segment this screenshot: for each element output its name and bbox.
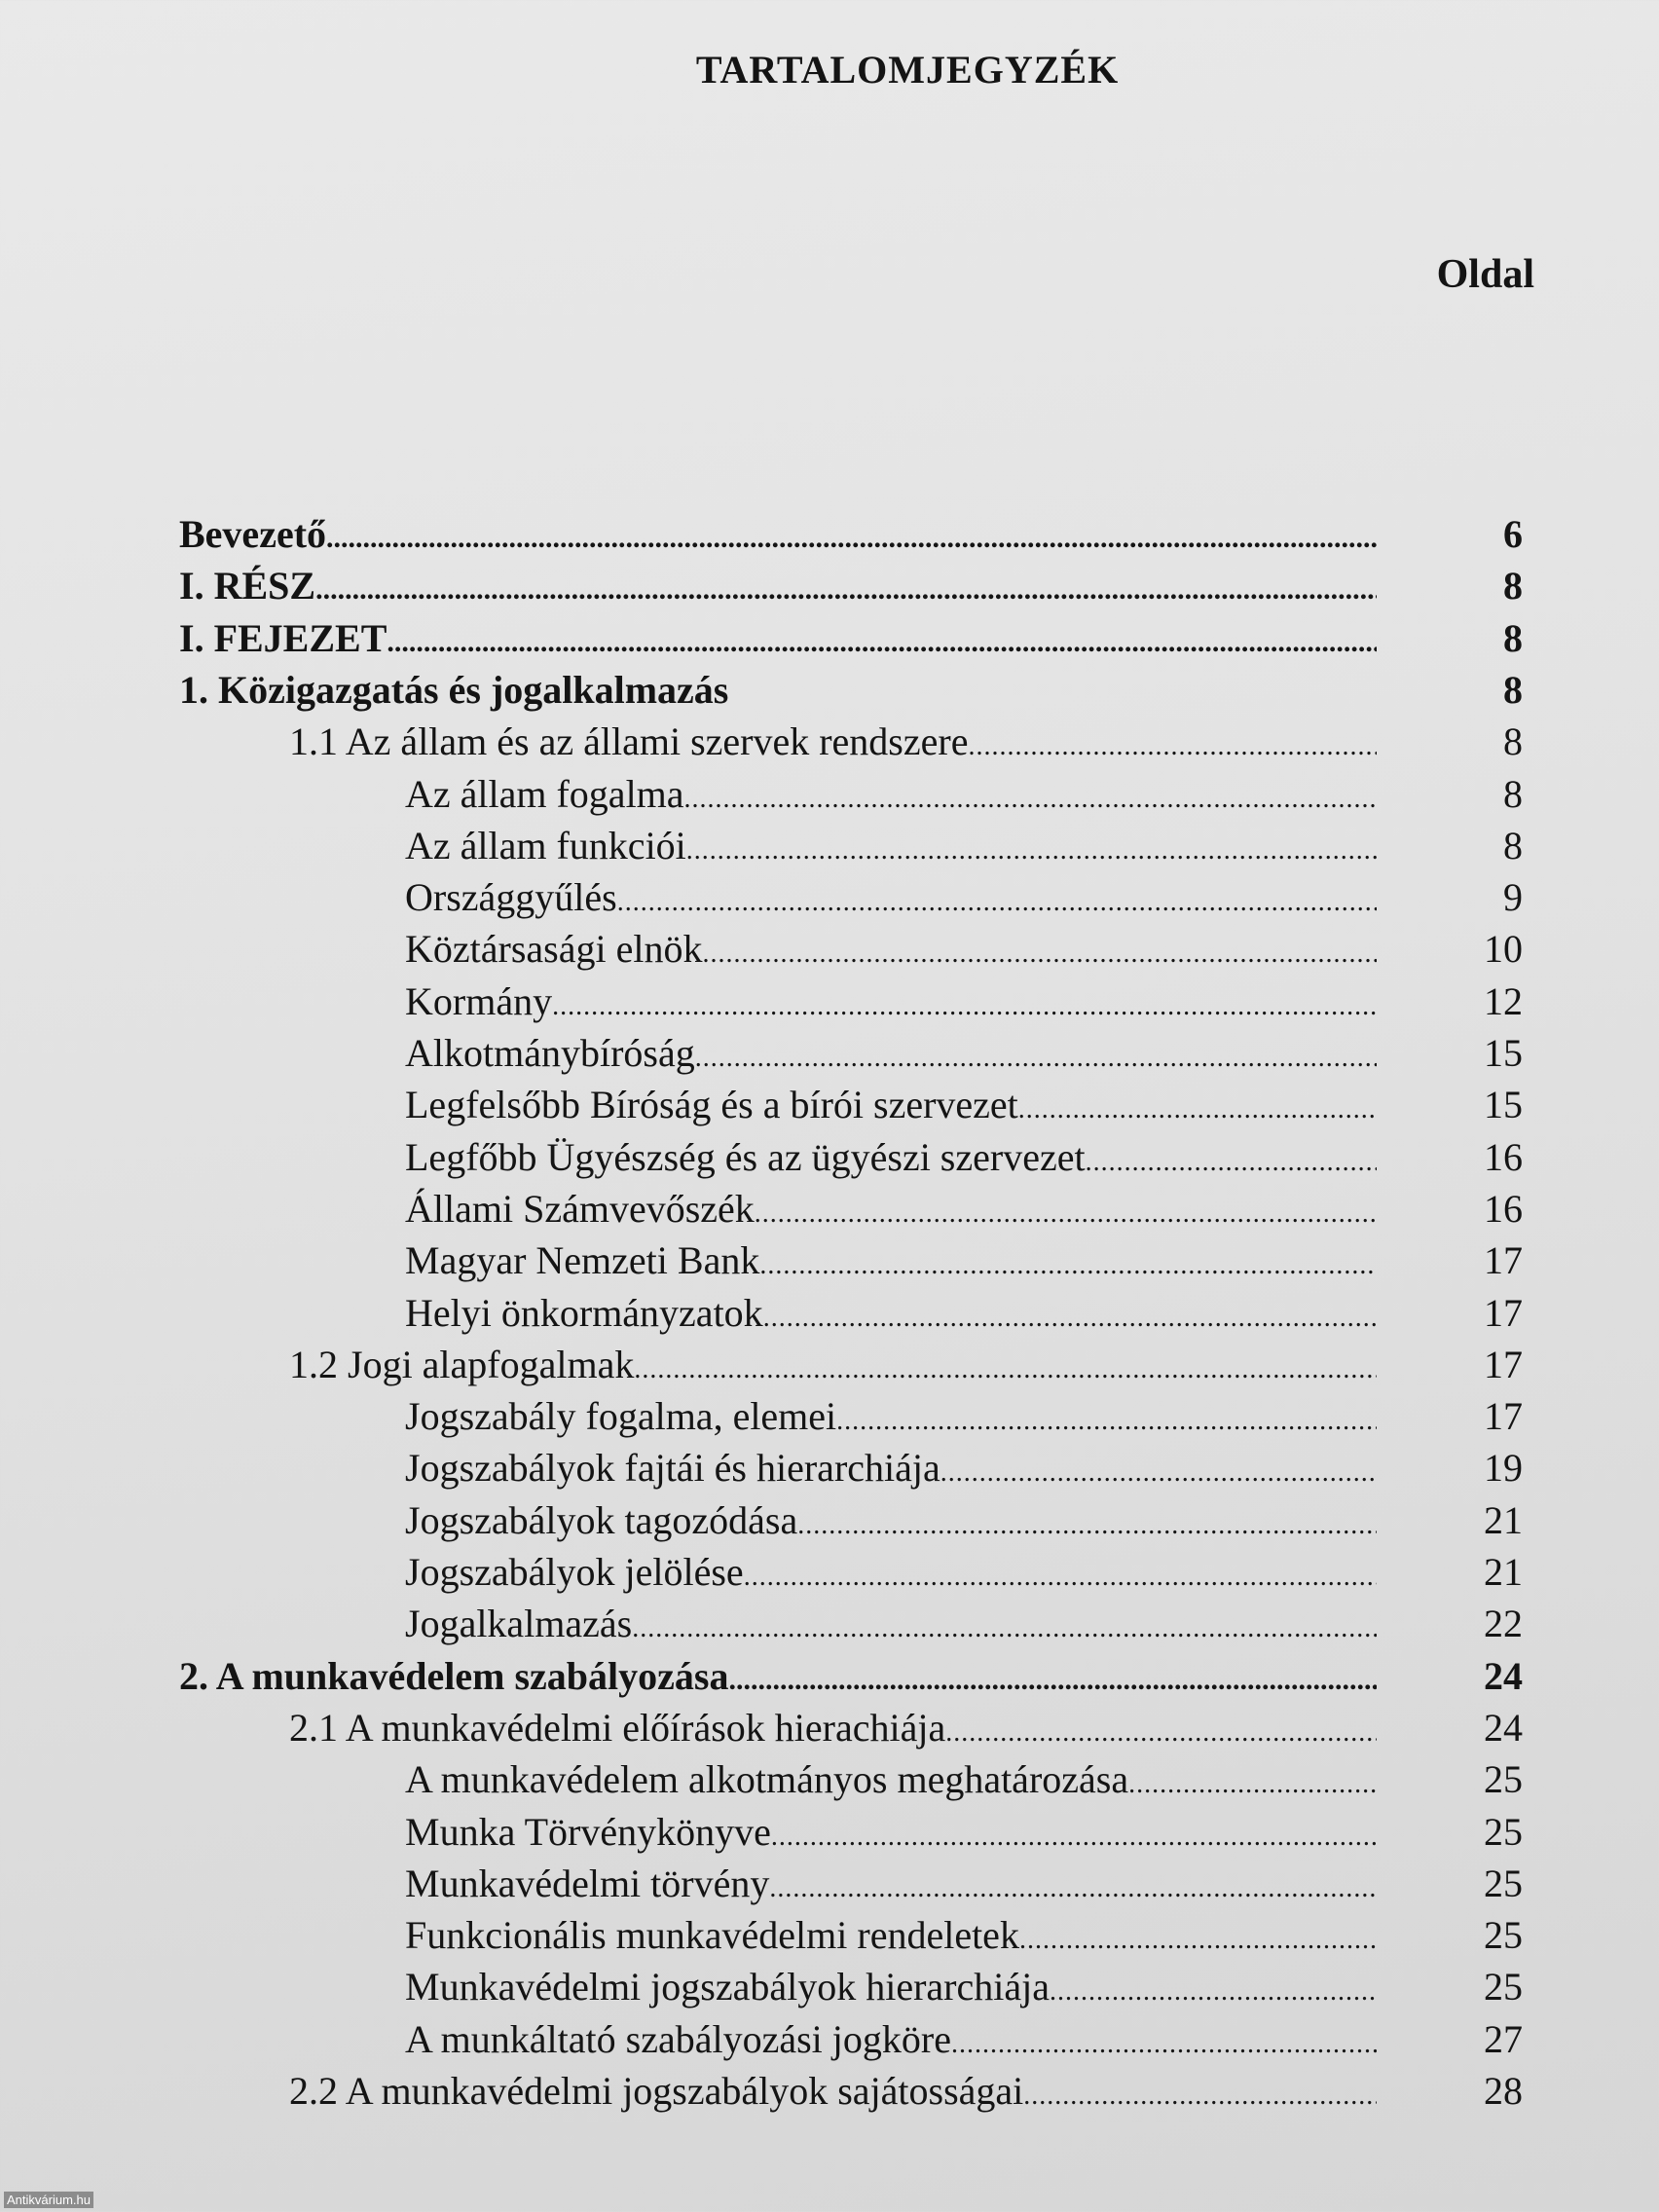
toc-entry-title: Legfelsőbb Bíróság és a bírói szervezet [405,1083,1018,1127]
dot-leader [326,512,1377,564]
toc-entry-page: 8 [1503,667,1523,712]
toc-entry [289,1702,1523,1753]
toc-entry [405,768,1523,820]
toc-entry-title: Kormány [405,978,553,1023]
toc-entry-page: 15 [1484,1083,1523,1127]
toc-entry [179,612,1523,664]
toc-entry-page: 17 [1484,1342,1523,1386]
toc-entry-page: 22 [1484,1602,1523,1646]
dot-leader [759,1239,1377,1291]
toc-entry [405,1287,1523,1339]
dot-leader [945,1707,1377,1758]
toc-entry-title: A munkáltató szabályozási jogköre [405,2016,951,2061]
toc-entry-page: 21 [1484,1550,1523,1594]
toc-entry [405,1909,1523,1961]
toc-entry-title: Magyar Nemzeti Bank [405,1238,760,1283]
toc-entry-page: 10 [1484,927,1523,972]
dot-leader [617,876,1377,928]
toc-entry-title: Jogszabályok tagozódása [405,1497,798,1542]
toc-entry-page: 8 [1503,719,1523,764]
toc-entry [405,1494,1523,1546]
toc-entry [179,508,1523,560]
toc-entry-title: Funkcionális munkavédelmi rendeletek [405,1913,1019,1958]
dot-leader [728,1654,1377,1706]
toc-entry [405,1858,1523,1909]
toc-entry-page: 8 [1503,615,1523,660]
dot-leader [686,825,1377,876]
dot-leader [797,1499,1377,1551]
toc-entry-page: 25 [1484,1757,1523,1802]
toc-entry-title: Munkavédelmi jogszabályok hierarchiája [405,1965,1050,2009]
toc-entry-title: 2.1 A munkavédelmi előírások hierachiája [289,1705,946,1750]
toc-entry-page: 24 [1484,1653,1523,1698]
dot-leader [552,980,1377,1032]
dot-leader [771,1811,1377,1862]
toc-entry-page: 25 [1484,1809,1523,1854]
toc-entry [405,871,1523,923]
toc-entry-page: 24 [1484,1705,1523,1750]
toc-entry-title: Jogszabályok jelölése [405,1550,744,1594]
toc-entry-page: 9 [1503,875,1523,920]
toc-entry-page: 6 [1503,512,1523,556]
toc-entry-page: 27 [1484,2016,1523,2061]
toc-entry-title: Jogalkalmazás [405,1602,633,1646]
dot-leader [387,616,1377,668]
page-column-header: Oldal [1436,252,1534,297]
toc-entry-title: Az állam fogalma [405,771,684,816]
dot-leader [763,1292,1377,1344]
dot-leader [1019,1914,1377,1966]
toc-entry [405,1390,1523,1442]
toc-entry [405,1442,1523,1493]
toc-entry-page: 16 [1484,1134,1523,1179]
dot-leader [940,1447,1377,1498]
toc-entry-page: 25 [1484,1913,1523,1958]
toc-entry-title: 1.1 Az állam és az állami szervek rendszere [289,719,969,764]
toc-entry [405,1753,1523,1805]
toc-entry-title: Helyi önkormányzatok [405,1290,763,1335]
toc-entry-title: I. FEJEZET [179,615,387,660]
dot-leader [836,1395,1377,1447]
toc-entry [179,1650,1523,1702]
toc-entry-page: 8 [1503,823,1523,867]
dot-leader [769,1862,1377,1914]
dot-leader [1050,1966,1377,2017]
toc-entry [405,1131,1523,1183]
toc-entry [289,716,1523,767]
toc-entry-page: 25 [1484,1861,1523,1905]
toc-entry [405,1027,1523,1079]
toc-entry [179,664,1523,716]
toc-entry [405,820,1523,871]
dot-leader [702,928,1377,979]
toc-entry-title: 2.2 A munkavédelmi jogszabályok sajátosságai [289,2069,1024,2113]
dot-leader [315,564,1377,615]
toc-entry [405,2013,1523,2065]
toc-entry-title: Munkavédelmi törvény [405,1861,770,1905]
toc-entry-page: 12 [1484,978,1523,1023]
toc-entry [405,1806,1523,1858]
toc-entry-title: Állami Számvevőszék [405,1186,755,1231]
toc-entry-title: Jogszabályok fajtái és hierarchiája [405,1446,940,1491]
dot-leader [1128,1758,1377,1810]
toc-entry-page: 28 [1484,2069,1523,2113]
dot-leader [968,720,1377,772]
toc-entry-page: 17 [1484,1394,1523,1439]
toc-entry [405,1079,1523,1130]
toc-entry-title: Bevezető [179,512,327,556]
toc-entry [405,976,1523,1027]
toc-entry [405,1598,1523,1649]
dot-leader [755,1188,1377,1239]
dot-leader [634,1344,1377,1395]
toc-entry-title: Országgyűlés [405,875,617,920]
toc-entry-page: 8 [1503,564,1523,608]
dot-leader [1023,2070,1377,2121]
toc-entry-title: 2. A munkavédelem szabályozása [179,1653,729,1698]
toc-entry-page: 17 [1484,1238,1523,1283]
dot-leader [684,773,1377,825]
toc-entry-title: Legfőbb Ügyészség és az ügyészi szervezet [405,1134,1086,1179]
dot-leader [695,1032,1377,1084]
toc-entry-page: 19 [1484,1446,1523,1491]
toc-entry [405,1961,1523,2012]
toc-entry-title: I. RÉSZ [179,564,316,608]
toc-entry-page: 15 [1484,1031,1523,1075]
toc-entry [179,560,1523,611]
dot-leader [632,1603,1377,1654]
dot-leader [1018,1084,1377,1135]
toc-entry-page: 16 [1484,1186,1523,1231]
watermark: Antikvárium.hu [4,2192,93,2208]
toc-entry [405,1546,1523,1598]
toc-entry [289,2065,1523,2117]
toc-entry [405,923,1523,975]
toc-entry-page: 8 [1503,771,1523,816]
toc-entry-title: Köztársasági elnök [405,927,703,972]
toc-entry-title: Jogszabály fogalma, elemei [405,1394,837,1439]
toc-entry [405,1235,1523,1286]
toc-entry-title: 1. Közigazgatás és jogalkalmazás [179,667,729,712]
toc-entry-page: 25 [1484,1965,1523,2009]
toc-entry-title: 1.2 Jogi alapfogalmak [289,1342,635,1386]
toc-entry [289,1339,1523,1390]
dot-leader [1086,1136,1377,1188]
toc-entry-title: Az állam funkciói [405,823,686,867]
page-title: TARTALOMJEGYZÉK [695,48,1120,92]
toc-entry-title: Munka Törvénykönyve [405,1809,771,1854]
toc-entry [405,1183,1523,1235]
toc-entry-page: 17 [1484,1290,1523,1335]
toc-entry-title: Alkotmánybíróság [405,1031,695,1075]
toc-entry-title: A munkavédelem alkotmányos meghatározása [405,1757,1129,1802]
dot-leader [744,1551,1377,1603]
toc-entry-page: 21 [1484,1497,1523,1542]
dot-leader [951,2018,1377,2070]
